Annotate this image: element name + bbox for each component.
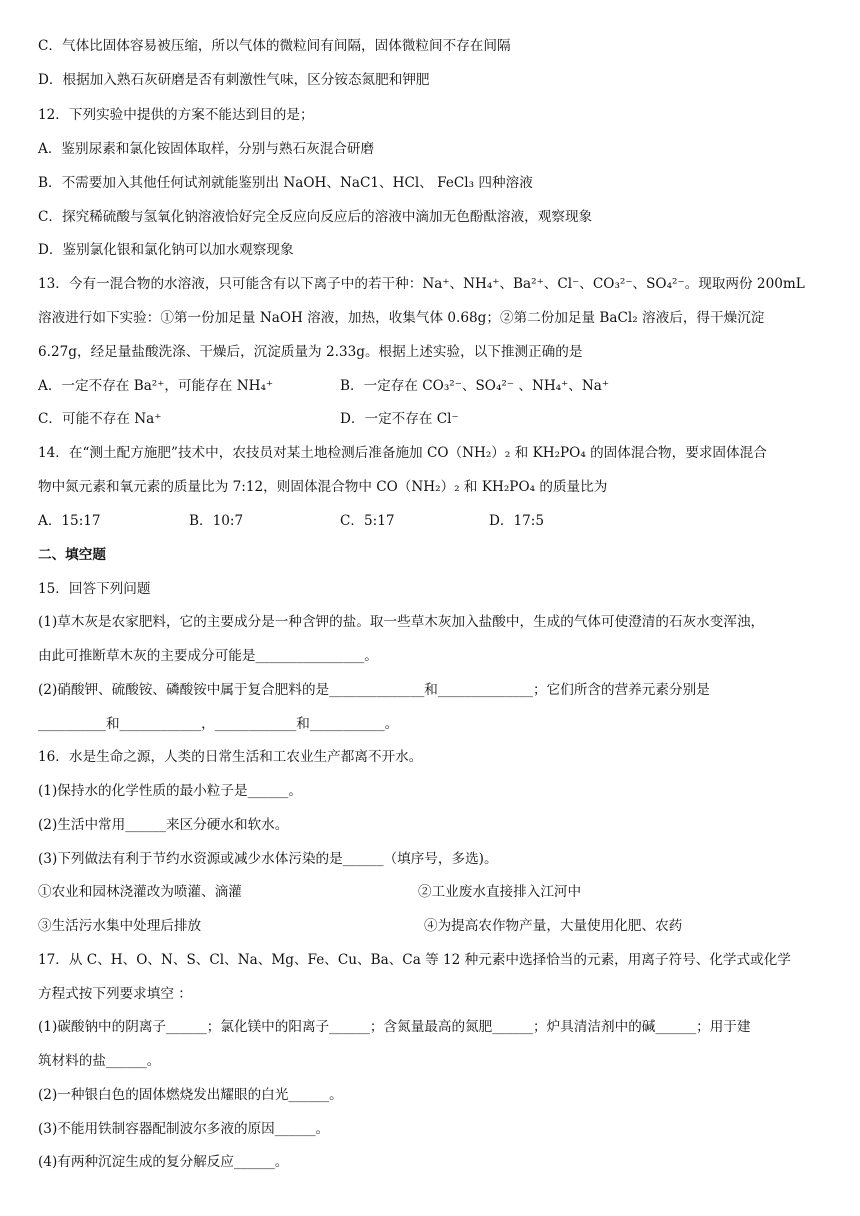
question-13-stem-line3: 6.27g，经足量盐酸洗涤、干燥后，沉淀质量为 2.33g。根据上述实验，以下推测正确的是 <box>38 344 583 360</box>
question-16-option-4: ④为提高农作物产量，大量使用化肥、农药 <box>424 918 683 934</box>
question-13-stem-line2: 溶液进行如下实验：①第一份加足量 NaOH 溶液，加热，收集气体 0.68g；②第二份加足量 BaCl₂ 溶液后，得干燥沉淀 <box>38 310 765 326</box>
question-17-stem-line2: 方程式按下列要求填空 ： <box>38 986 192 1002</box>
question-13-option-b: B．一定存在 CO₃²⁻、SO₄²⁻ 、NH₄⁺、Na⁺ <box>340 378 610 394</box>
section-heading: 二、填空题 <box>38 547 106 563</box>
question-17-part4: (4)有两种沉淀生成的复分解反应______。 <box>38 1154 289 1170</box>
question-12-stem: 12．下列实验中提供的方案不能达到目的是； <box>38 107 314 123</box>
question-15-part1-line2: 由此可推断草木灰的主要成分可能是________________。 <box>38 648 378 664</box>
question-14-option-c: C．5:17 <box>340 513 395 529</box>
question-12-option-d: D．鉴别氯化银和氯化钠可以加水观察现象 <box>38 242 294 258</box>
question-14-option-b: B．10:7 <box>189 513 244 529</box>
question-14-stem-line2: 物中氮元素和氧元素的质量比为 7:12，则固体混合物中 CO（NH₂）₂ 和 KH₂PO₄ 的质量比为 <box>38 479 608 495</box>
question-12-option-b: B．不需要加入其他任何试剂就能鉴别出 NaOH、NaC1、HCl、 FeCl₃ 四种溶液 <box>38 175 533 191</box>
question-13-option-a: A．一定不存在 Ba²⁺，可能存在 NH₄⁺ <box>38 378 274 394</box>
question-16-option-1: ①农业和园林浇灌改为喷灌、滴灌 <box>38 884 242 900</box>
question-13-option-c: C．可能不存在 Na⁺ <box>38 411 162 427</box>
question-14-option-d: D．17:5 <box>489 513 545 529</box>
question-16-stem: 16．水是生命之源，人类的日常生活和工农业生产都离不开水。 <box>38 749 423 765</box>
question-12-option-c: C．探究稀硫酸与氢氧化钠溶液恰好完全反应向反应后的溶液中滴加无色酚酞溶液，观察现象 <box>38 209 593 225</box>
question-15-stem: 15．回答下列问题 <box>38 581 151 597</box>
question-16-part2: (2)生活中常用______来区分硬水和软水。 <box>38 817 289 833</box>
question-16-option-2: ②工业废水直接排入江河中 <box>418 884 582 900</box>
question-16-part3: (3)下列做法有利于节约水资源或减少水体污染的是______（填序号，多选)。 <box>38 851 498 867</box>
question-15-part2-line1: (2)硝酸钾、硫酸铵、磷酸铵中属于复合肥料的是______________和______________；它们所含的营养元素分别是 <box>38 682 710 698</box>
question-17-stem-line1: 17．从 C、H、O、N、S、Cl、Na、Mg、Fe、Cu、Ba、Ca 等 12 种元素中选择恰当的元素，用离子符号、化学式或化学 <box>38 952 791 968</box>
question-17-part2: (2)一种银白色的固体燃烧发出耀眼的白光______。 <box>38 1087 343 1103</box>
option-d-text: D．根据加入熟石灰研磨是否有刺激性气味，区分铵态氮肥和钾肥 <box>38 72 430 88</box>
question-17-part3: (3)不能用铁制容器配制波尔多液的原因______。 <box>38 1121 330 1137</box>
question-16-option-3: ③生活污水集中处理后排放 <box>38 918 202 934</box>
question-12-option-a: A．鉴别尿素和氯化铵固体取样，分别与熟石灰混合研磨 <box>38 141 375 157</box>
question-13-stem-line1: 13．今有一混合物的水溶液，只可能含有以下离子中的若干种：Na⁺、NH₄⁺、Ba²⁺、Cl⁻、CO₃²⁻、SO₄²⁻。现取两份 200mL <box>38 276 805 292</box>
question-16-part1: (1)保持水的化学性质的最小粒子是______。 <box>38 783 302 799</box>
question-14-stem-line1: 14．在“测土配方施肥”技术中，农技员对某土地检测后准备施加 CO（NH₂）₂ 和 KH₂PO₄ 的固体混合物，要求固体混合 <box>38 445 767 461</box>
question-13-option-d: D．一定不存在 Cl⁻ <box>340 411 459 427</box>
question-17-part1-line1: (1)碳酸钠中的阴离子______；氯化镁中的阳离子______；含氮量最高的氮肥______；炉具清洁剂中的碱______；用于建 <box>38 1019 751 1035</box>
question-17-part1-line2: 筑材料的盐______。 <box>38 1053 161 1069</box>
option-c-text: C．气体比固体容易被压缩，所以气体的微粒间有间隔，固体微粒间不存在间隔 <box>38 38 511 54</box>
question-15-part1-line1: (1)草木灰是农家肥料，它的主要成分是一种含钾的盐。取一些草木灰加入盐酸中，生成的气体可使澄清的石灰水变浑浊， <box>38 614 765 630</box>
question-15-part2-line2: __________和____________，____________和___________。 <box>38 716 399 732</box>
question-14-option-a: A．15:17 <box>38 513 101 529</box>
